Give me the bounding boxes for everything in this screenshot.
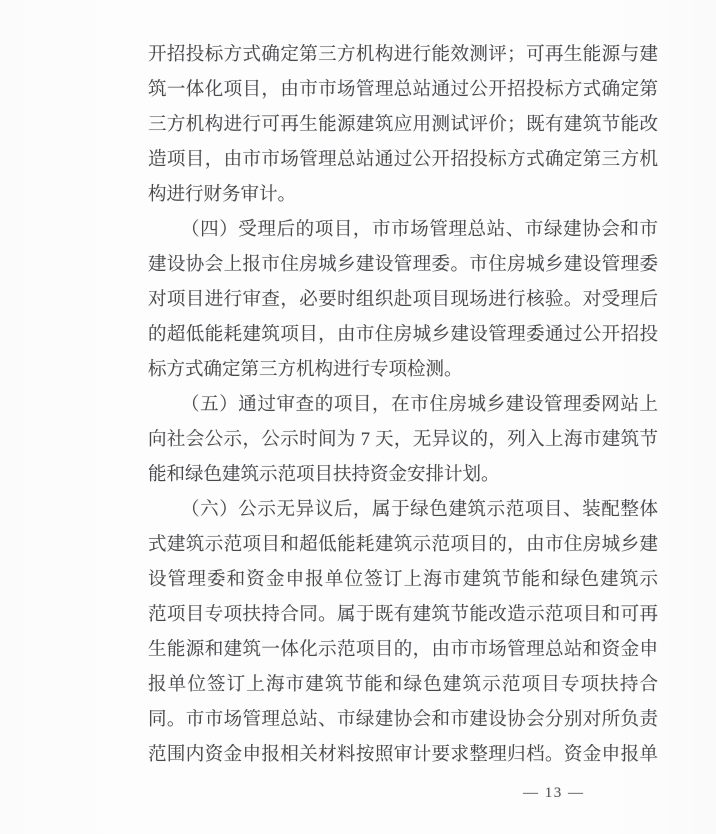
page-number: — 13 — <box>523 785 585 801</box>
document-body <box>148 38 658 773</box>
text-line-paragraph-start: （五）通过审查的项目，在市住房城乡建设管理委网站上 <box>181 395 658 415</box>
text-line: 向社会公示，公示时间为 7 天，无异议的，列入上海市建筑节 <box>148 430 658 450</box>
text-line-paragraph-start: （六）公示无异议后，属于绿色建筑示范项目、装配整体 <box>181 500 658 520</box>
text-line: 筑一体化项目，由市市场管理总站通过公开招投标方式确定第 <box>148 80 658 100</box>
text-line: 的超低能耗建筑项目，由市住房城乡建设管理委通过公开招投 <box>148 325 658 345</box>
text-line-paragraph-start: （四）受理后的项目，市市场管理总站、市绿建协会和市 <box>181 220 658 240</box>
text-line: 造项目，由市市场管理总站通过公开招投标方式确定第三方机 <box>148 150 658 170</box>
text-line: 范项目专项扶持合同。属于既有建筑节能改造示范项目和可再 <box>148 605 658 625</box>
text-line: 对项目进行审查，必要时组织赴项目现场进行核验。对受理后 <box>148 290 658 310</box>
text-line: 开招投标方式确定第三方机构进行能效测评；可再生能源与建 <box>148 45 658 65</box>
text-line: 同。市市场管理总站、市绿建协会和市建设协会分别对所负责 <box>148 710 658 730</box>
text-line: 生能源和建筑一体化示范项目的，由市市场管理总站和资金申 <box>148 640 658 660</box>
text-line: 报单位签订上海市建筑节能和绿色建筑示范项目专项扶持合 <box>148 675 658 695</box>
text-line: 范围内资金申报相关材料按照审计要求整理归档。资金申报单 <box>148 745 658 765</box>
text-line: 建设协会上报市住房城乡建设管理委。市住房城乡建设管理委 <box>148 255 658 275</box>
text-line: 标方式确定第三方机构进行专项检测。 <box>148 360 463 380</box>
text-line: 式建筑示范项目和超低能耗建筑示范项目的，由市住房城乡建 <box>148 535 658 555</box>
text-line: 构进行财务审计。 <box>148 185 297 205</box>
text-line: 能和绿色建筑示范项目扶持资金安排计划。 <box>148 465 500 485</box>
text-line: 设管理委和资金申报单位签订上海市建筑节能和绿色建筑示 <box>148 570 658 590</box>
text-line: 三方机构进行可再生能源建筑应用测试评价；既有建筑节能改 <box>148 115 658 135</box>
